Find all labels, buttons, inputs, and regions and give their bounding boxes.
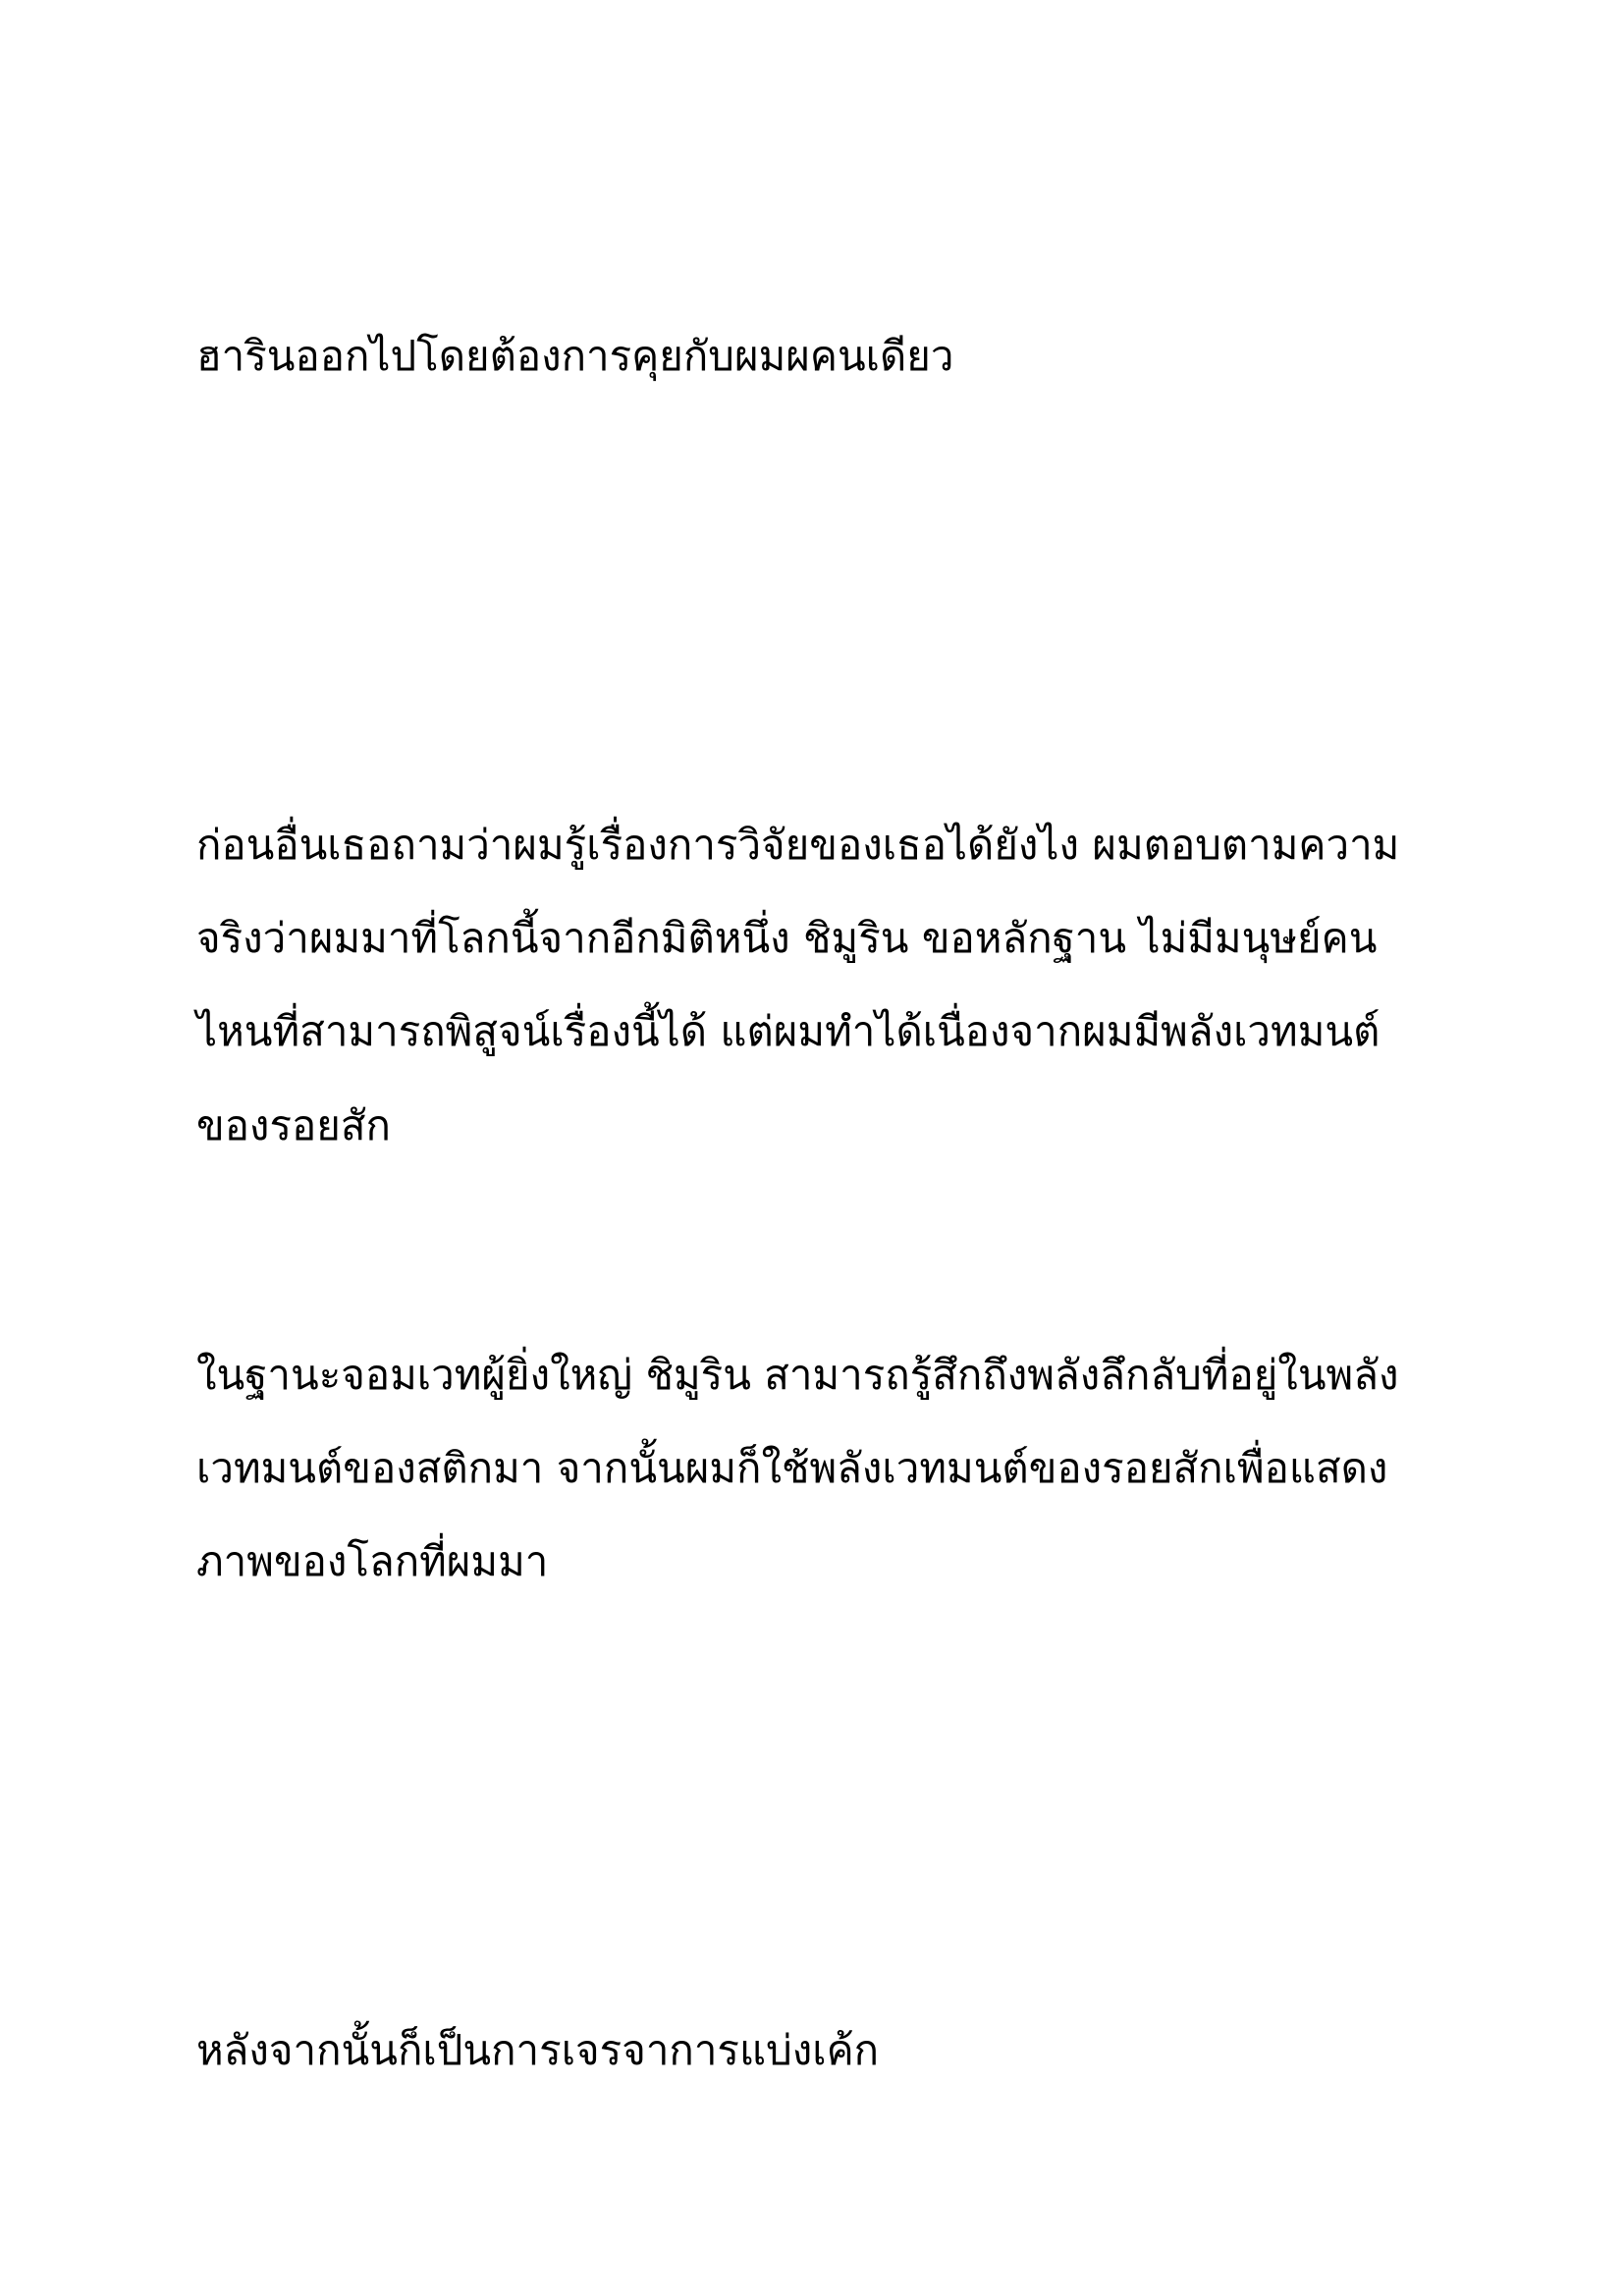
paragraph-4-line-1: หลังจากนั้นก็เป็นการเจรจาการแบ่งเค้ก <box>196 2026 880 2074</box>
paragraph-2-line-2: จริงว่าผมมาที่โลกนี้จากอีกมิติหนึ่ง ชิมูริน ขอหลักฐาน ไม่มีมนุษย์คน <box>196 914 1378 962</box>
paragraph-3-line-1: ในฐานะจอมเวทผู้ยิ่งใหญ่ ชิมูริน สามารถรู้สึกถึงพลังลึกลับที่อยู่ในพลัง <box>196 1351 1399 1399</box>
paragraph-1-line-1: ฮารินออกไปโดยต้องการคุยกับผมผคนเดียว <box>196 332 954 380</box>
paragraph-3-line-2: เวทมนต์ของสติกมา จากนั้นผมก็ใช้พลังเวทมนต์ของรอยสักเพื่อแสดง <box>196 1444 1388 1492</box>
paragraph-3-line-3: ภาพของโลกที่ผมมา <box>196 1537 549 1585</box>
paragraph-2-line-3: ไหนที่สามารถพิสูจน์เรื่องนี้ได้ แต่ผมทำได้เนื่องจากผมมีพลังเวทมนต์ <box>196 1007 1380 1055</box>
paragraph-2-line-1: ก่อนอื่นเธอถามว่าผมรู้เรื่องการวิจัยของเธอได้ยังไง ผมตอบตามความ <box>196 821 1400 869</box>
paragraph-2-line-4: ของรอยสัก <box>196 1101 391 1149</box>
